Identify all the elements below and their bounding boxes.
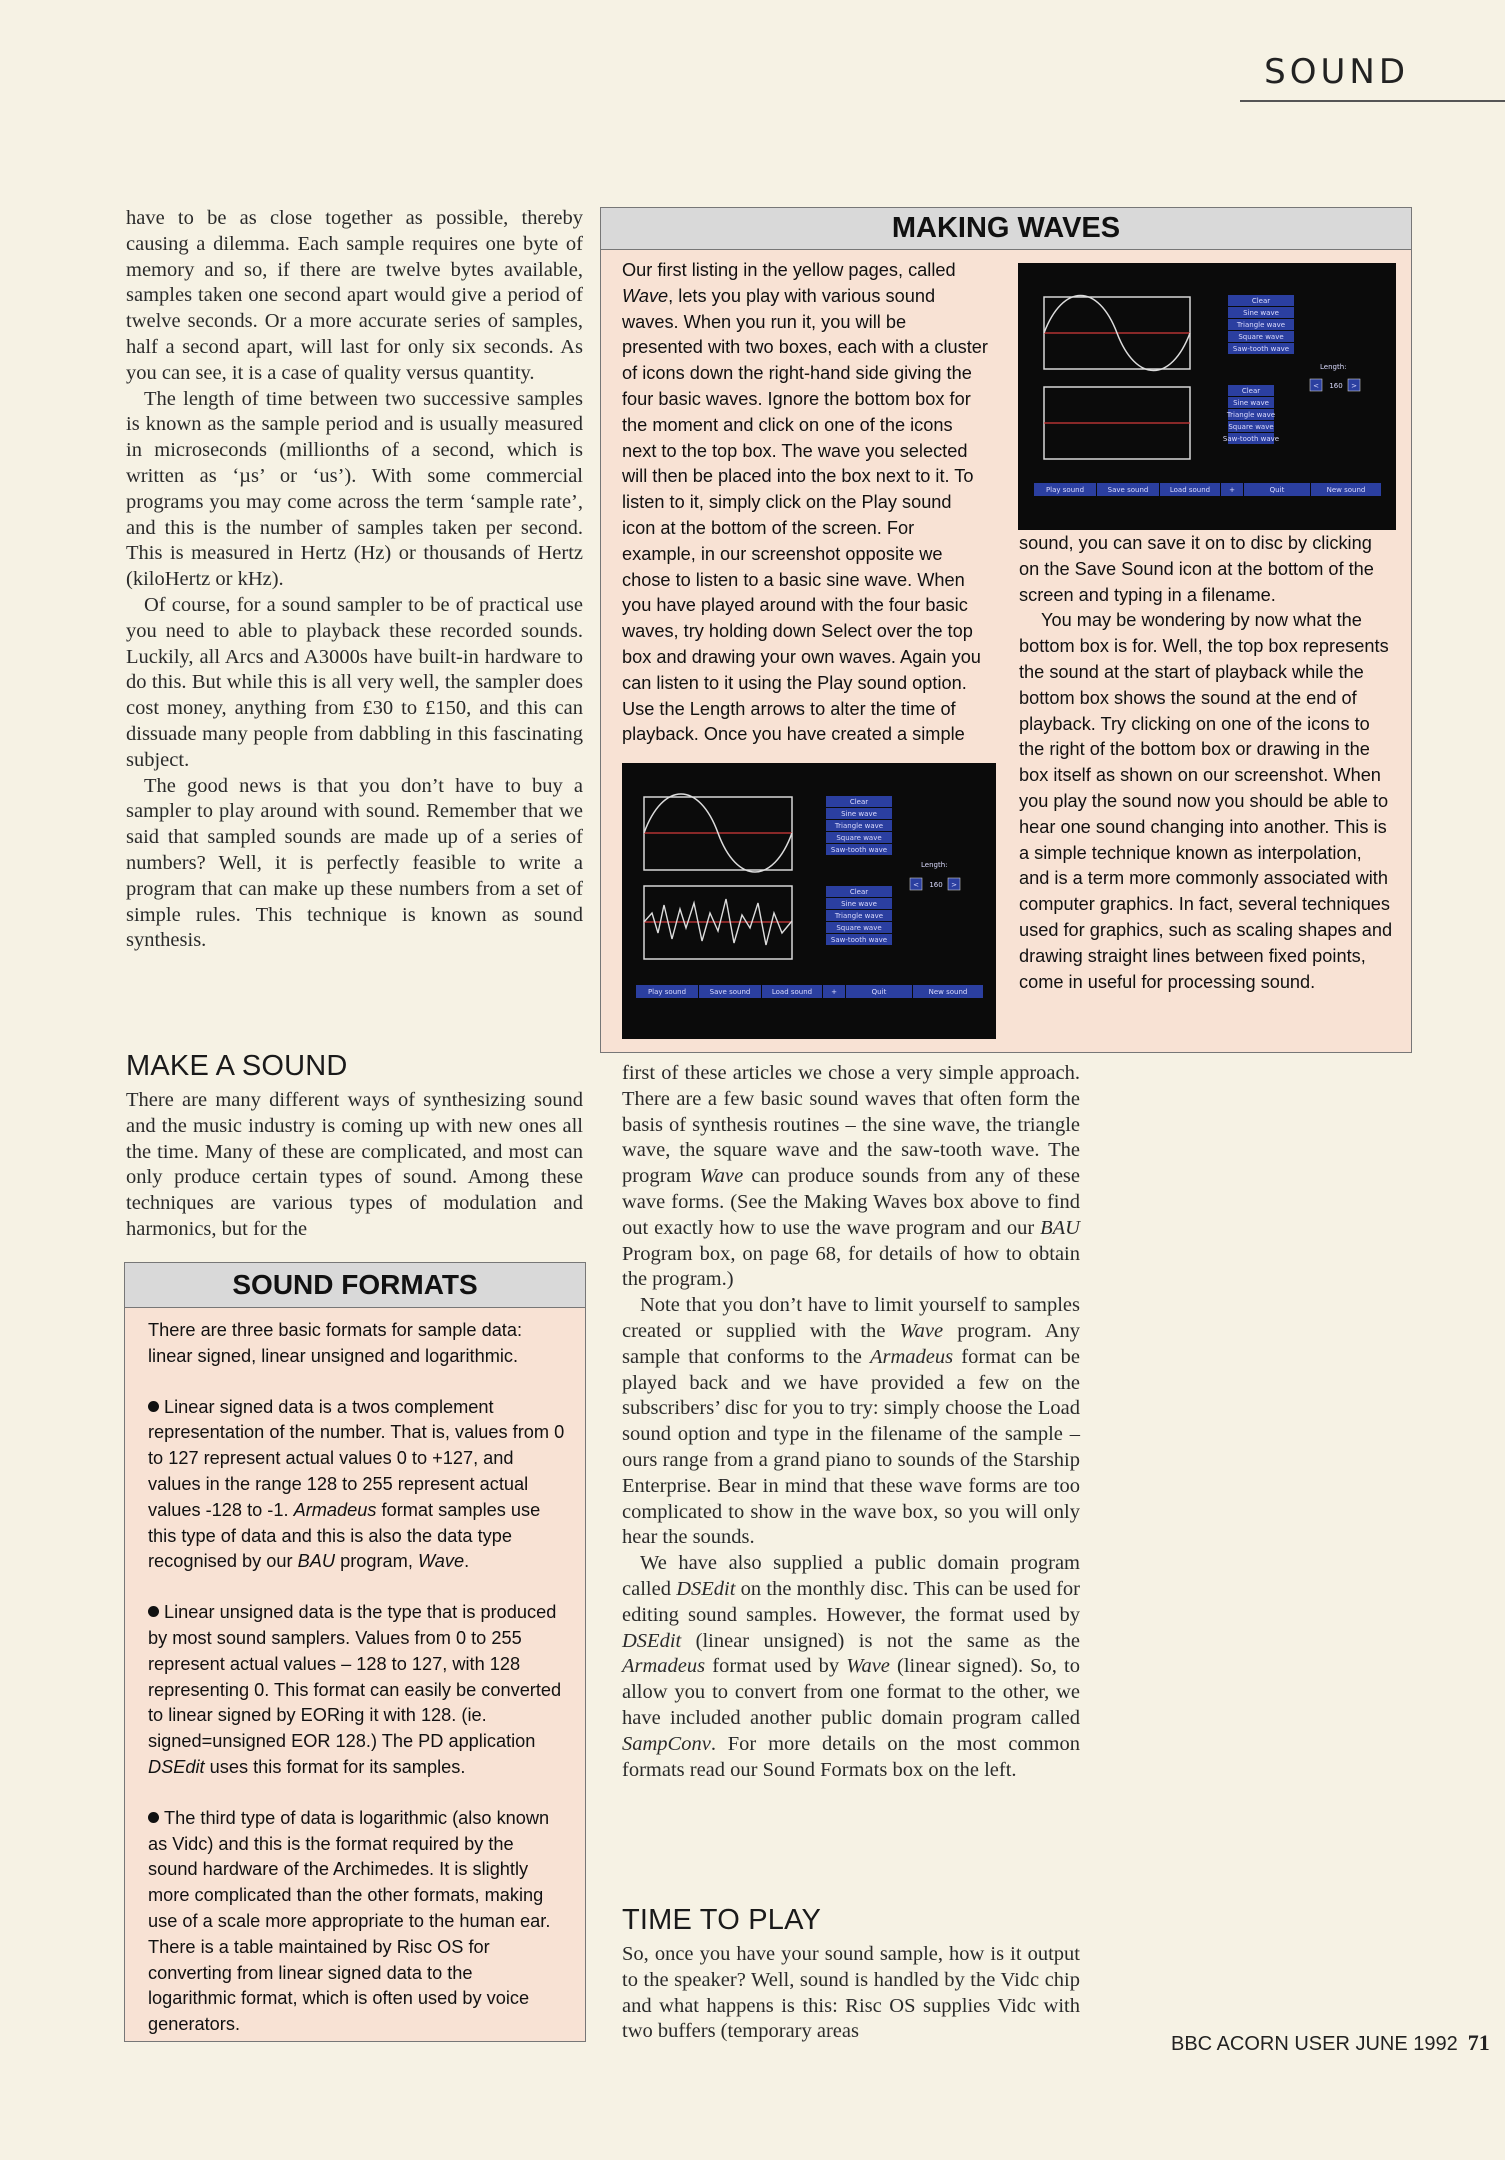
paragraph: There are many different ways of synthesizing sound and the music industry is coming up with new ones all the time. Many of these are complicated, and most can only produce certain types of sound. Among these techniques are various types of modulation and harmonics, but for the bbox=[126, 1089, 583, 1240]
svg-text:Load sound: Load sound bbox=[771, 988, 813, 996]
svg-text:Square wave: Square wave bbox=[1238, 333, 1284, 341]
length-label: Length: bbox=[921, 861, 948, 869]
header-rule bbox=[1240, 100, 1505, 102]
svg-text:Square wave: Square wave bbox=[836, 924, 882, 932]
sound-formats-title: SOUND FORMATS bbox=[125, 1263, 585, 1308]
svg-text:Play sound: Play sound bbox=[1045, 486, 1085, 494]
magazine-issue: BBC ACORN USER JUNE 1992 bbox=[1171, 2033, 1458, 2055]
svg-text:Saw-tooth wave: Saw-tooth wave bbox=[830, 936, 888, 944]
svg-text:Triangle wave: Triangle wave bbox=[834, 912, 884, 920]
paragraph: The length of time between two successive samples is known as the sample period and is usually measured in microseconds (millionths of a second, which is written as ‘µs’ or ‘us’). With some commercial programs you may come across the term ‘sample rate’, and this is the number of samples taken per second. This is measured in Hertz (Hz) or thousands of Hertz (kiloHertz or kHz). bbox=[126, 387, 583, 591]
length-label: Length: bbox=[1320, 363, 1347, 371]
making-waves-box bbox=[600, 207, 1412, 1053]
svg-text:Triangle wave: Triangle wave bbox=[1236, 321, 1286, 329]
paragraph: sound, you can save it on to disc by clicking on the Save Sound icon at the bottom of the screen and typing in a filename. bbox=[1019, 533, 1374, 605]
make-a-sound-heading: MAKE A SOUND bbox=[126, 1050, 348, 1082]
svg-text:Quit: Quit bbox=[871, 988, 887, 996]
svg-text:Triangle wave: Triangle wave bbox=[1226, 411, 1276, 419]
toolbar bbox=[1034, 483, 1381, 496]
wave-screenshot-top bbox=[1018, 263, 1396, 530]
svg-text:Clear: Clear bbox=[1241, 387, 1261, 395]
svg-text:Triangle wave: Triangle wave bbox=[834, 822, 884, 830]
sound-formats-box bbox=[124, 1262, 586, 2042]
paragraph: So, once you have your sound sample, how is it output to the speaker? Well, sound is handled by the Vidc chip and what happens is this: Risc OS supplies Vidc with two buffers (temporary areas bbox=[622, 1943, 1080, 2043]
toolbar bbox=[636, 985, 983, 998]
svg-text:Square wave: Square wave bbox=[836, 834, 882, 842]
svg-text:<: < bbox=[1313, 382, 1319, 390]
svg-text:New sound: New sound bbox=[928, 988, 968, 996]
section-label: SOUND bbox=[1264, 52, 1409, 92]
length-value: 160 bbox=[1329, 382, 1343, 390]
bullet-icon bbox=[148, 1401, 159, 1412]
bullet-linear-unsigned: Linear unsigned data is the type that is produced by most sound samplers. Values from 0 to 255 represent actual values – 128 to 127, with 128 representing 0. This format can easily be converted to linear signed by EORing it with 128. (ie. signed=unsigned EOR 128.) The PD application DSEdit uses this format for its samples. bbox=[148, 1602, 562, 1777]
svg-text:Clear: Clear bbox=[1251, 297, 1271, 305]
making-waves-title: MAKING WAVES bbox=[601, 208, 1411, 250]
paragraph: You may be wondering by now what the bottom box is for. Well, the top box represents the sound at the start of playback while the bottom box shows the sound at the end of playback. Try clicking on one of the icons to the right of the bottom box or drawing in the box itself as shown on our screenshot. When you play the sound now you should be able to hear one sound changing into another. This is a simple technique known as interpolation, and is a term more commonly associated with computer graphics. In fact, several techniques used for graphics, such as scaling shapes and drawing straight lines between fixed points, come in useful for processing sound. bbox=[1019, 610, 1393, 992]
svg-text:Save sound: Save sound bbox=[709, 988, 751, 996]
svg-text:Sine wave: Sine wave bbox=[1233, 399, 1269, 407]
svg-text:Square wave: Square wave bbox=[1228, 423, 1274, 431]
time-to-play-text bbox=[622, 1942, 1080, 2045]
formats-intro: There are three basic formats for sample data: linear signed, linear unsigned and logarithmic. bbox=[148, 1320, 523, 1366]
svg-text:Quit: Quit bbox=[1269, 486, 1285, 494]
bottom-icon-list bbox=[826, 886, 892, 945]
page-number: 71 bbox=[1467, 2030, 1490, 2055]
svg-text:New sound: New sound bbox=[1326, 486, 1366, 494]
wave-screenshot-bottom bbox=[622, 763, 996, 1039]
svg-text:>: > bbox=[951, 881, 957, 889]
paragraph: We have also supplied a public domain program called DSEdit on the monthly disc. This can be used for editing sound samples. However, the format used by DSEdit (linear unsigned) is not the same as the Armadeus format used by Wave (linear signed). So, to allow you to convert from one format to the other, we have included another public domain program called SampConv. For more details on the most common formats read our Sound Formats box on the left. bbox=[622, 1552, 1080, 1781]
paragraph: first of these articles we chose a very simple approach. There are a few basic sound waves that often form the basis of synthesis routines – the sine wave, the triangle wave, the square wave and the saw-tooth wave. The program Wave can produce sounds from any of these wave forms. (See the Making Waves box above to find out exactly how to use the wave program and our BAU Program box, on page 68, for details of how to obtain the program.) bbox=[622, 1062, 1081, 1291]
svg-text:Sine wave: Sine wave bbox=[841, 810, 877, 818]
svg-text:Clear: Clear bbox=[849, 798, 869, 806]
svg-text:Sine wave: Sine wave bbox=[841, 900, 877, 908]
bottom-icon-list bbox=[1223, 385, 1279, 444]
svg-text:Clear: Clear bbox=[849, 888, 869, 896]
svg-text:Saw-tooth wave: Saw-tooth wave bbox=[1232, 345, 1290, 353]
top-icon-list bbox=[826, 796, 892, 855]
paragraph: have to be as close together as possible, thereby causing a dilemma. Each sample requires one byte of memory and so, if there are twelve bytes available, samples taken one second apart would give a period of twelve seconds. Or a more accurate series of samples, half a second apart, will last for only six seconds. As you can see, it is a case of quality versus quantity. bbox=[126, 207, 583, 384]
make-a-sound-text bbox=[126, 1088, 583, 1243]
bullet-icon bbox=[148, 1812, 159, 1823]
paragraph: The good news is that you don’t have to buy a sampler to play around with sound. Remember that we said that sampled sounds are made up of a series of numbers? Well, it is perfectly feasible to write a program that can make up these numbers from a set of simple rules. This technique is known as sound synthesis. bbox=[126, 774, 583, 952]
svg-text:Save sound: Save sound bbox=[1107, 486, 1149, 494]
svg-text:<: < bbox=[913, 881, 919, 889]
making-waves-left-text: Our first listing in the yellow pages, called Wave, lets you play with various sound waves. When you run it, you will be presented with two boxes, each with a cluster of icons down the right-hand side giving the four basic waves. Ignore the bottom box for the moment and click on one of the icons next to the top box. The wave you selected will then be placed into the box next to it. To listen to it, simply click on the Play sound icon at the bottom of the screen. For example, in our screenshot opposite we chose to listen to a basic sine wave. When you have played around with the four basic waves, try holding down Select over the top box and drawing your own waves. Again you can listen to it using the Play sound option. Use the Length arrows to alter the time of playback. Once you have created a simple bbox=[622, 260, 988, 745]
length-value: 160 bbox=[929, 881, 943, 889]
time-to-play-heading: TIME TO PLAY bbox=[622, 1904, 822, 1936]
paragraph: Of course, for a sound sampler to be of practical use you need to able to playback these recorded sounds. Luckily, all Arcs and A3000s have built-in hardware to do this. But while this is all very well, the sampler does cost money, anything from £30 to £150, and this can dissuade many people from dabbling in this fascinating subject. bbox=[126, 593, 583, 771]
svg-text:Play sound: Play sound bbox=[647, 988, 687, 996]
page-footer bbox=[1171, 2030, 1490, 2056]
column-1-text bbox=[126, 206, 583, 954]
sound-formats-body bbox=[125, 1308, 585, 2038]
svg-text:+: + bbox=[1229, 486, 1235, 494]
svg-text:Load sound: Load sound bbox=[1169, 486, 1211, 494]
svg-text:Saw-tooth wave: Saw-tooth wave bbox=[830, 846, 888, 854]
svg-text:Sine wave: Sine wave bbox=[1243, 309, 1279, 317]
top-icon-list bbox=[1228, 295, 1294, 354]
svg-text:>: > bbox=[1351, 382, 1357, 390]
paragraph: Note that you don’t have to limit yourself to samples created or supplied with the Wave program. Any sample that conforms to the Armadeus format can be played back and we have provided a few on the subscribers’ disc for you to try: simply choose the Load sound option and type in the filename of the sample – ours range from a grand piano to sounds of the Starship Enterprise. Bear in mind that these wave forms are too complicated to show in the wave box, so you will only hear the sounds. bbox=[622, 1294, 1080, 1549]
making-waves-right-text bbox=[1019, 531, 1393, 995]
svg-text:+: + bbox=[831, 988, 837, 996]
bullet-logarithmic: The third type of data is logarithmic (also known as Vidc) and this is the format required by the sound hardware of the Archimedes. It is slightly more complicated than the other formats, making use of a scale more appropriate to the human ear. There is a table maintained by Risc OS for converting from linear signed data to the logarithmic format, which is often used by voice generators. bbox=[148, 1807, 551, 2035]
bullet-linear-signed: Linear signed data is a twos complement representation of the number. That is, values from 0 to 127 represent actual values 0 to +127, and values in the range 128 to 255 represent actual values -128 to -1. Armadeus format samples use this type of data and this is also the data type recognised by our BAU program, Wave. bbox=[148, 1396, 565, 1572]
column-2-text bbox=[622, 1061, 1080, 1783]
bullet-icon bbox=[148, 1606, 159, 1617]
svg-text:Saw-tooth wave: Saw-tooth wave bbox=[1222, 435, 1280, 443]
